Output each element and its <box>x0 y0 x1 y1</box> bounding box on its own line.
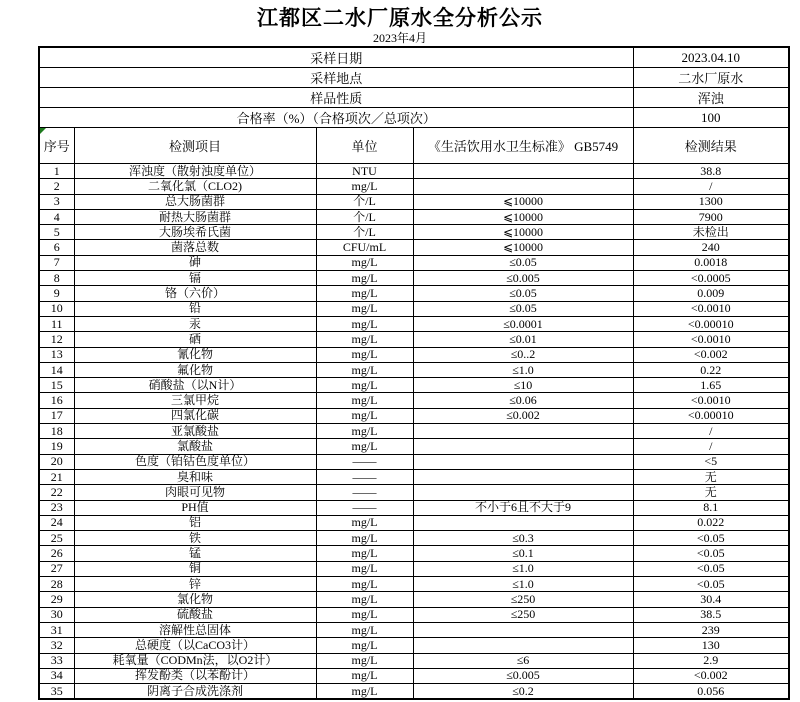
table-row <box>39 286 789 301</box>
cell-unit: mg/L <box>316 439 413 454</box>
cell-unit: mg/L <box>316 424 413 439</box>
cell-unit: —— <box>316 500 413 515</box>
cell-result: <0.05 <box>633 531 789 546</box>
cell-seq: 8 <box>39 271 74 286</box>
cell-result: <0.0010 <box>633 332 789 347</box>
cell-item: 铝 <box>74 515 316 530</box>
table-row <box>39 332 789 347</box>
cell-unit: CFU/mL <box>316 240 413 255</box>
cell-result: 0.22 <box>633 362 789 377</box>
cell-seq: 12 <box>39 332 74 347</box>
sample-nature-value: 浑浊 <box>633 88 789 108</box>
info-row-sampling-location <box>39 68 789 88</box>
table-row <box>39 209 789 224</box>
cell-seq: 35 <box>39 684 74 700</box>
cell-unit: mg/L <box>316 179 413 194</box>
cell-result: <0.0005 <box>633 271 789 286</box>
cell-item: 镉 <box>74 271 316 286</box>
cell-seq: 29 <box>39 592 74 607</box>
cell-standard: ≤6 <box>413 653 633 668</box>
cell-item: 铅 <box>74 301 316 316</box>
cell-standard <box>413 164 633 179</box>
cell-standard: ≤0.05 <box>413 301 633 316</box>
cell-standard: ≤1.0 <box>413 561 633 576</box>
cell-result: 0.009 <box>633 286 789 301</box>
table-row <box>39 607 789 622</box>
cell-standard: ⩽10000 <box>413 209 633 224</box>
cell-unit: mg/L <box>316 684 413 700</box>
table-row <box>39 179 789 194</box>
cell-unit: mg/L <box>316 653 413 668</box>
cell-item: PH值 <box>74 500 316 515</box>
pass-rate-value: 100 <box>633 108 789 128</box>
cell-result: <0.05 <box>633 577 789 592</box>
cell-item: 铬（六价） <box>74 286 316 301</box>
cell-unit: mg/L <box>316 301 413 316</box>
cell-standard: ≤1.0 <box>413 362 633 377</box>
cell-standard: ≤0.0001 <box>413 316 633 331</box>
cell-item: 铁 <box>74 531 316 546</box>
cell-result: 未检出 <box>633 225 789 240</box>
cell-standard <box>413 454 633 469</box>
cell-unit: mg/L <box>316 668 413 683</box>
cell-standard <box>413 469 633 484</box>
cell-result: 239 <box>633 622 789 637</box>
sampling-location-label: 采样地点 <box>39 68 633 88</box>
cell-result: / <box>633 179 789 194</box>
cell-unit: 个/L <box>316 209 413 224</box>
table-row <box>39 638 789 653</box>
sample-nature-label: 样品性质 <box>39 88 633 108</box>
cell-unit: mg/L <box>316 408 413 423</box>
cell-item: 锰 <box>74 546 316 561</box>
cell-unit: mg/L <box>316 546 413 561</box>
table-row <box>39 316 789 331</box>
column-header-row <box>39 128 789 164</box>
cell-unit: —— <box>316 469 413 484</box>
table-row <box>39 439 789 454</box>
cell-seq: 25 <box>39 531 74 546</box>
cell-standard: ≤0.2 <box>413 684 633 700</box>
table-row <box>39 500 789 515</box>
cell-standard: ≤0.3 <box>413 531 633 546</box>
cell-result: <0.05 <box>633 561 789 576</box>
table-row <box>39 622 789 637</box>
table-row <box>39 164 789 179</box>
cell-standard: ≤0.01 <box>413 332 633 347</box>
cell-seq: 32 <box>39 638 74 653</box>
cell-item: 阴离子合成洗涤剂 <box>74 684 316 700</box>
cell-standard: ≤250 <box>413 592 633 607</box>
cell-unit: mg/L <box>316 638 413 653</box>
column-header-unit: 单位 <box>316 128 413 164</box>
table-row <box>39 408 789 423</box>
table-row <box>39 531 789 546</box>
table-row <box>39 424 789 439</box>
cell-item: 耐热大肠菌群 <box>74 209 316 224</box>
cell-standard: ≤0..2 <box>413 347 633 362</box>
table-row <box>39 577 789 592</box>
cell-standard <box>413 622 633 637</box>
info-row-pass-rate <box>39 108 789 128</box>
cell-item: 浑浊度（散射浊度单位） <box>74 164 316 179</box>
info-row-sample-nature <box>39 88 789 108</box>
cell-result: 7900 <box>633 209 789 224</box>
sampling-date-label: 采样日期 <box>39 47 633 68</box>
cell-item: 总大肠菌群 <box>74 194 316 209</box>
cell-item: 挥发酚类（以苯酚计） <box>74 668 316 683</box>
info-section <box>39 47 789 128</box>
cell-unit: —— <box>316 454 413 469</box>
cell-item: 色度（铂钴色度单位） <box>74 454 316 469</box>
cell-result: / <box>633 439 789 454</box>
column-header-standard: 《生活饮用水卫生标准》 GB5749 <box>413 128 633 164</box>
info-row-sampling-date <box>39 47 789 68</box>
cell-standard: ⩽10000 <box>413 240 633 255</box>
cell-result: 0.022 <box>633 515 789 530</box>
cell-item: 硒 <box>74 332 316 347</box>
table-row <box>39 378 789 393</box>
cell-item: 氟化物 <box>74 362 316 377</box>
column-header-section <box>39 128 789 164</box>
cell-item: 硫酸盐 <box>74 607 316 622</box>
table-row <box>39 653 789 668</box>
cell-result: 1300 <box>633 194 789 209</box>
cell-unit: mg/L <box>316 378 413 393</box>
cell-unit: mg/L <box>316 362 413 377</box>
table-row <box>39 684 789 700</box>
cell-standard: ≤0.002 <box>413 408 633 423</box>
cell-seq: 5 <box>39 225 74 240</box>
table-row <box>39 301 789 316</box>
cell-standard: ≤10 <box>413 378 633 393</box>
cell-item: 总硬度（以CaCO3计） <box>74 638 316 653</box>
cell-item: 臭和味 <box>74 469 316 484</box>
cell-standard: ≤0.005 <box>413 668 633 683</box>
cell-seq: 15 <box>39 378 74 393</box>
sampling-location-value: 二水厂原水 <box>633 68 789 88</box>
cell-standard <box>413 424 633 439</box>
cell-seq: 3 <box>39 194 74 209</box>
cell-seq: 31 <box>39 622 74 637</box>
analysis-table <box>38 46 790 700</box>
cell-item: 菌落总数 <box>74 240 316 255</box>
cell-unit: mg/L <box>316 531 413 546</box>
cell-seq: 17 <box>39 408 74 423</box>
cell-result: 38.5 <box>633 607 789 622</box>
cell-standard: ≤250 <box>413 607 633 622</box>
cell-unit: 个/L <box>316 225 413 240</box>
cell-seq: 11 <box>39 316 74 331</box>
cell-unit: mg/L <box>316 316 413 331</box>
cell-result: 1.65 <box>633 378 789 393</box>
column-header-seq-label: 序号 <box>43 139 70 154</box>
cell-result: 8.1 <box>633 500 789 515</box>
cell-item: 汞 <box>74 316 316 331</box>
cell-result: <0.002 <box>633 668 789 683</box>
cell-item: 三氯甲烷 <box>74 393 316 408</box>
cell-standard: ≤0.005 <box>413 271 633 286</box>
cell-unit: 个/L <box>316 194 413 209</box>
cell-standard: ⩽10000 <box>413 225 633 240</box>
cell-unit: mg/L <box>316 592 413 607</box>
cell-standard: ≤0.05 <box>413 255 633 270</box>
cell-seq: 30 <box>39 607 74 622</box>
table-row <box>39 546 789 561</box>
cell-result: 0.056 <box>633 684 789 700</box>
cell-item: 亚氯酸盐 <box>74 424 316 439</box>
cell-unit: —— <box>316 485 413 500</box>
cell-standard: 不小于6且不大于9 <box>413 500 633 515</box>
table-row <box>39 347 789 362</box>
cell-unit: mg/L <box>316 561 413 576</box>
cell-standard <box>413 179 633 194</box>
cell-unit: NTU <box>316 164 413 179</box>
cell-standard <box>413 515 633 530</box>
table-row <box>39 668 789 683</box>
cell-item: 大肠埃希氏菌 <box>74 225 316 240</box>
cell-item: 肉眼可见物 <box>74 485 316 500</box>
cell-item: 砷 <box>74 255 316 270</box>
cell-seq: 23 <box>39 500 74 515</box>
table-row <box>39 454 789 469</box>
cell-seq: 28 <box>39 577 74 592</box>
cell-item: 二氧化氯（CLO2) <box>74 179 316 194</box>
cell-seq: 7 <box>39 255 74 270</box>
cell-result: <0.0010 <box>633 393 789 408</box>
cell-seq: 34 <box>39 668 74 683</box>
cell-standard <box>413 439 633 454</box>
table-row <box>39 225 789 240</box>
cell-seq: 4 <box>39 209 74 224</box>
cell-seq: 19 <box>39 439 74 454</box>
column-header-item: 检测项目 <box>74 128 316 164</box>
cell-standard <box>413 485 633 500</box>
cell-seq: 14 <box>39 362 74 377</box>
cell-item: 氰化物 <box>74 347 316 362</box>
cell-standard: ⩽10000 <box>413 194 633 209</box>
page-subtitle: 2023年4月 <box>372 31 427 45</box>
cell-item: 锌 <box>74 577 316 592</box>
cell-seq: 16 <box>39 393 74 408</box>
column-header-result: 检测结果 <box>633 128 789 164</box>
table-row <box>39 255 789 270</box>
cell-result: <0.002 <box>633 347 789 362</box>
cell-seq: 21 <box>39 469 74 484</box>
table-row <box>39 592 789 607</box>
cell-item: 四氯化碳 <box>74 408 316 423</box>
cell-result: 2.9 <box>633 653 789 668</box>
cell-standard: ≤1.0 <box>413 577 633 592</box>
cell-seq: 6 <box>39 240 74 255</box>
page-title: 江都区二水厂原水全分析公示 <box>257 7 543 30</box>
cell-result: <0.00010 <box>633 408 789 423</box>
cell-unit: mg/L <box>316 332 413 347</box>
cell-seq: 18 <box>39 424 74 439</box>
cell-result: 0.0018 <box>633 255 789 270</box>
cell-standard: ≤0.06 <box>413 393 633 408</box>
cell-result: <0.05 <box>633 546 789 561</box>
table-row <box>39 469 789 484</box>
cell-seq: 13 <box>39 347 74 362</box>
excel-green-corner-icon <box>40 128 46 134</box>
table-row <box>39 561 789 576</box>
cell-item: 耗氧量（CODMn法，以O2计） <box>74 653 316 668</box>
cell-seq: 26 <box>39 546 74 561</box>
cell-unit: mg/L <box>316 393 413 408</box>
cell-item: 铜 <box>74 561 316 576</box>
cell-seq: 20 <box>39 454 74 469</box>
cell-unit: mg/L <box>316 347 413 362</box>
cell-result: / <box>633 424 789 439</box>
cell-seq: 1 <box>39 164 74 179</box>
cell-item: 溶解性总固体 <box>74 622 316 637</box>
cell-seq: 22 <box>39 485 74 500</box>
table-row <box>39 515 789 530</box>
cell-result: <5 <box>633 454 789 469</box>
cell-standard: ≤0.1 <box>413 546 633 561</box>
cell-result: 无 <box>633 469 789 484</box>
table-row <box>39 194 789 209</box>
cell-unit: mg/L <box>316 622 413 637</box>
cell-unit: mg/L <box>316 607 413 622</box>
cell-result: 30.4 <box>633 592 789 607</box>
cell-result: <0.00010 <box>633 316 789 331</box>
pass-rate-label: 合格率（%）（合格项次／总项次） <box>39 108 633 128</box>
cell-unit: mg/L <box>316 515 413 530</box>
cell-seq: 9 <box>39 286 74 301</box>
cell-seq: 24 <box>39 515 74 530</box>
column-header-seq <box>39 128 74 164</box>
cell-unit: mg/L <box>316 271 413 286</box>
cell-item: 硝酸盐（以N计） <box>74 378 316 393</box>
cell-standard: ≤0.05 <box>413 286 633 301</box>
cell-standard <box>413 638 633 653</box>
sampling-date-value: 2023.04.10 <box>633 47 789 68</box>
cell-seq: 2 <box>39 179 74 194</box>
cell-result: 130 <box>633 638 789 653</box>
table-row <box>39 485 789 500</box>
cell-result: 240 <box>633 240 789 255</box>
cell-result: 无 <box>633 485 789 500</box>
table-row <box>39 240 789 255</box>
cell-seq: 10 <box>39 301 74 316</box>
cell-unit: mg/L <box>316 577 413 592</box>
cell-seq: 27 <box>39 561 74 576</box>
cell-seq: 33 <box>39 653 74 668</box>
table-row <box>39 393 789 408</box>
cell-result: <0.0010 <box>633 301 789 316</box>
results-section <box>39 164 789 700</box>
cell-unit: mg/L <box>316 286 413 301</box>
table-row <box>39 362 789 377</box>
cell-unit: mg/L <box>316 255 413 270</box>
cell-item: 氯化物 <box>74 592 316 607</box>
cell-item: 氯酸盐 <box>74 439 316 454</box>
cell-result: 38.8 <box>633 164 789 179</box>
table-row <box>39 271 789 286</box>
